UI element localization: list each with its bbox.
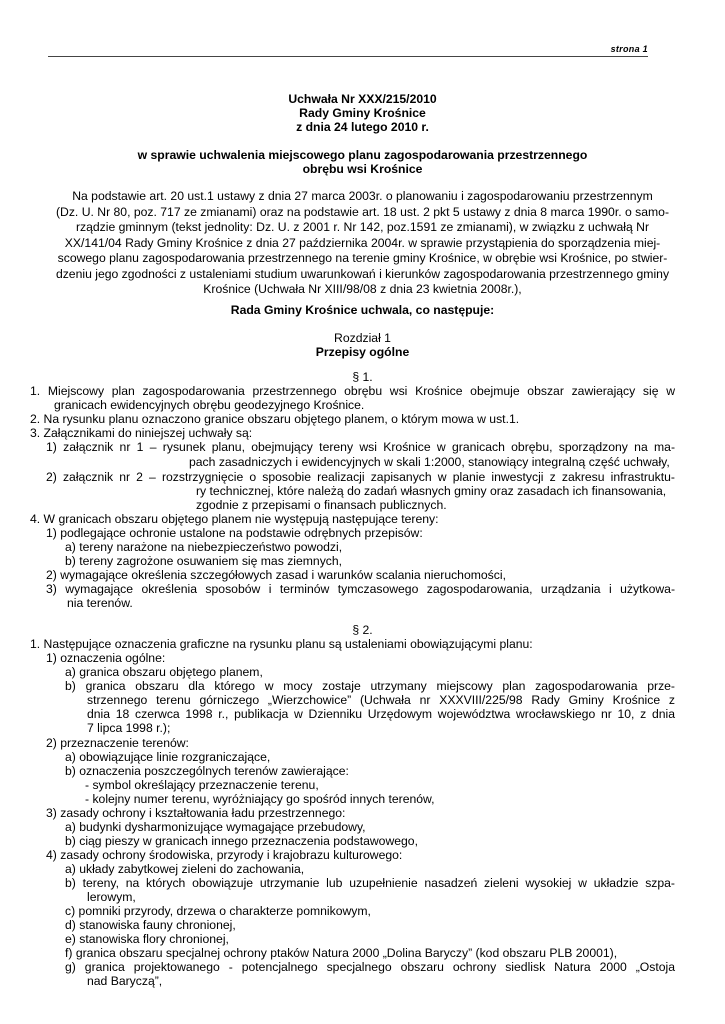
list-item-line: 3) zasady ochrony i kształtowania ładu przestrzennego: — [46, 806, 346, 820]
preamble-line: dzeniu jego zgodności z ustaleniami studium uwarunkowań i kierunków zagospodarowania przestrzennego gminy — [55, 266, 670, 281]
paragraph-line: 2. Na rysunku planu oznaczono granice obszaru objętego planem, o którym mowa w ust.1. — [30, 412, 520, 426]
chapter-heading — [0, 331, 725, 359]
preamble-line: XX/141/04 Rady Gminy Krośnice z dnia 27 października 2004r. w sprawie przystąpienia do sporządzenia miej- — [64, 235, 661, 250]
section-2-mark: § 2. — [352, 623, 373, 637]
list-item-line: g) granica projektowanego - potencjalnego specjalnego obszaru ochrony siedlisk Natura 2000 „Ostoja — [65, 960, 675, 974]
preamble-line: (Dz. U. Nr 80, poz. 717 ze zmianami) oraz na podstawie art. 18 ust. 2 pkt 5 ustawy z dnia 8 marca 1990r. o samo- — [55, 204, 670, 219]
page-number-label: strona 1 — [610, 44, 648, 54]
list-item-line: 4) zasady ochrony środowiska, przyrody i krajobrazu kulturowego: — [46, 848, 403, 862]
list-item-line: b) tereny zagrożone osuwaniem się mas ziemnych, — [65, 554, 343, 568]
subject-line-1: w sprawie uchwalenia miejscowego planu zagospodarowania przestrzennego — [137, 148, 588, 162]
preamble-line: scowego planu zagospodarowania przestrzennego na terenie gminy Krośnice, w obrębie wsi Krośnice, po stwier- — [57, 251, 668, 265]
paragraph-line: 3. Załącznikami do niniejszej uchwały są: — [30, 426, 253, 440]
title-line-2: Rady Gminy Krośnice — [299, 106, 426, 120]
list-item-line: a) granica obszaru objętego planem, — [65, 665, 263, 679]
enacting-clause: Rada Gminy Krośnice uchwala, co następuje: — [230, 303, 495, 317]
list-item-line: 1) załącznik nr 1 – rysunek planu, obejmujący tereny wsi Krośnice w granicach obrębu, sporządzony na ma- — [46, 440, 675, 454]
resolution-subject — [0, 148, 725, 176]
preamble — [50, 189, 675, 298]
list-item-line: b) tereny, na których obowiązuje utrzymanie lub uzupełnienie nasadzeń zieleni wysokiej w układzie szpa- — [65, 876, 675, 890]
list-item-line: a) układy zabytkowej zieleni do zachowania, — [65, 862, 305, 876]
list-item-line: a) obowiązujące linie rozgraniczające, — [65, 750, 271, 764]
list-item-line: - symbol określający przeznaczenie terenu, — [85, 778, 319, 792]
list-item-line: 1) podlegające ochronie ustalone na podstawie odrębnych przepisów: — [46, 526, 423, 540]
list-item-line: - kolejny numer terenu, wyróżniający go spośród innych terenów, — [85, 792, 435, 806]
paragraph-line: 4. W granicach obszaru objętego planem nie występują następujące tereny: — [30, 512, 439, 526]
list-item-line: dnia 18 czerwca 1998 r., publikacja w Dzienniku Urzędowym województwa wrocławskiego nr 10, z dnia — [87, 707, 675, 721]
list-item-line: b) granica obszaru dla którego w mocy zostaje utrzymany miejscowy plan zagospodarowania prze- — [65, 679, 675, 693]
list-item-line: lerowym, — [87, 890, 136, 904]
chapter-name: Przepisy ogólne — [315, 345, 410, 359]
list-item-line: f) granica obszaru specjalnej ochrony ptaków Natura 2000 „Dolina Baryczy” (kod obszaru PLB 20001), — [65, 946, 618, 960]
preamble-line: Na podstawie art. 20 ust.1 ustawy z dnia 27 marca 2003r. o planowaniu i zagospodarowaniu przestrzennym — [72, 189, 653, 203]
paragraph-line: granicach ewidencyjnych obrębu geodezyjnego Krośnice. — [54, 398, 365, 412]
preamble-line: rządzie gminnym (tekst jednolity: Dz. U. z 2001 r. Nr 142, poz.1591 ze zmianami), w związku z uchwałą Nr — [75, 220, 650, 234]
list-item-line: 2) wymagające określenia szczegółowych zasad i warunków scalania nieruchomości, — [46, 568, 506, 582]
page-header — [48, 40, 648, 57]
list-item-line: e) stanowiska flory chronionej, — [65, 932, 229, 946]
section-1-mark: § 1. — [352, 370, 373, 384]
list-item-line: nad Baryczą”, — [87, 974, 163, 988]
list-item-line: b) oznaczenia poszczególnych terenów zawierające: — [65, 764, 349, 778]
list-item-line: a) tereny narażone na niebezpieczeństwo powodzi, — [65, 540, 343, 554]
list-item-line: c) pomniki przyrody, drzewa o charakterze pomnikowym, — [65, 904, 371, 918]
subject-line-2: obrębu wsi Krośnice — [302, 162, 423, 176]
list-item-line: b) ciąg pieszy w granicach innego przeznaczenia podstawowego, — [65, 834, 418, 848]
list-item-line: a) budynki dysharmonizujące wymagające przebudowy, — [65, 820, 366, 834]
list-item-line: 2) przeznaczenie terenów: — [46, 736, 189, 750]
title-line-1: Uchwała Nr XXX/215/2010 — [288, 92, 437, 106]
list-item-line: 7 lipca 1998 r.); — [87, 721, 171, 735]
paragraph-line: 1. Miejscowy plan zagospodarowania przestrzennego obrębu wsi Krośnice obejmuje obszar zawierający się w — [30, 384, 675, 398]
resolution-title — [0, 92, 725, 134]
chapter-label: Rozdział 1 — [334, 331, 391, 345]
list-item-line: d) stanowiska fauny chronionej, — [65, 918, 236, 932]
list-item-line: 1) oznaczenia ogólne: — [46, 651, 166, 665]
paragraph-line: 1. Następujące oznaczenia graficzne na rysunku planu są ustaleniami obowiązującymi planu: — [30, 637, 533, 651]
list-item-line: pach zasadniczych i ewidencyjnych w skali 1:2000, stanowiący integralną część uchwały, — [189, 455, 670, 469]
preamble-line: Krośnice (Uchwała Nr XIII/98/08 z dnia 23 kwietnia 2008r.), — [203, 282, 522, 296]
title-line-3: z dnia 24 lutego 2010 r. — [296, 120, 429, 134]
list-item-line: ry technicznej, które należą do zadań własnych gminy oraz zasadach ich finansowania, — [196, 484, 667, 498]
list-item-line: 3) wymagające określenia sposobów i terminów tymczasowego zagospodarowania, urządzania i użytkowa- — [46, 582, 675, 596]
list-item-line: zgodnie z przepisami o finansach publicznych. — [196, 498, 447, 512]
list-item-line: strzennego terenu górniczego „Wierzchowice” (Uchwała nr XXXVIII/225/98 Rady Gminy Krośnice z — [87, 693, 675, 707]
list-item-line: 2) załącznik nr 2 – rozstrzygnięcie o sposobie realizacji zapisanych w planie inwestycji z zakresu infrastruktu- — [46, 470, 675, 484]
list-item-line: nia terenów. — [67, 596, 133, 610]
